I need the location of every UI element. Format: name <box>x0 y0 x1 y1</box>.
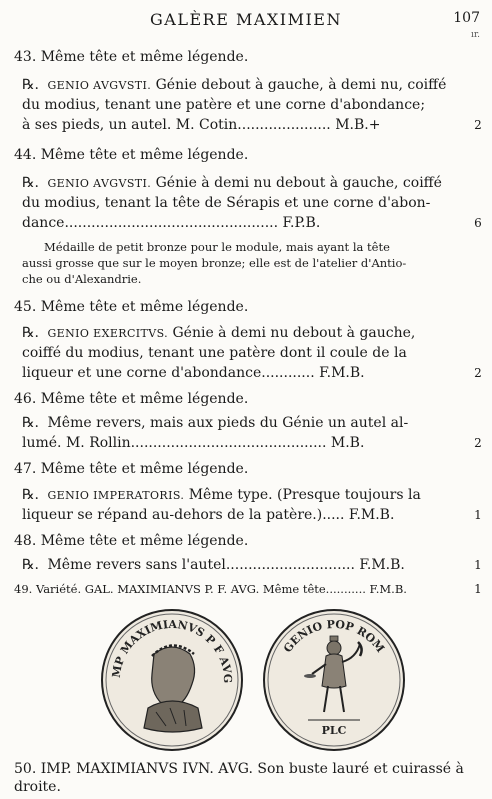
obverse-legend: MP MAXIMIANVS P F AVG <box>109 617 235 684</box>
entry-text: Génie à demi nu debout à gauche, coiffé <box>155 175 442 191</box>
entry-text: Génie à demi nu debout à gauche, <box>172 325 416 341</box>
running-header <box>0 8 492 40</box>
reverse-legend: GENIO AVGVSTI. <box>47 79 152 92</box>
reverse-legend-coin: GENIO POP ROM <box>281 617 387 656</box>
specimen-count: 2 <box>474 436 482 450</box>
entry-text: Même revers sans l'autel............................. F.M.B. <box>47 557 405 573</box>
entry-text: Génie debout à gauche, à demi nu, coiffé <box>155 77 447 93</box>
reverse-sign: ℞. <box>22 557 40 573</box>
specimen-count: 1 <box>474 582 482 596</box>
reverse-legend: GENIO IMPERATORIS. <box>47 489 185 502</box>
book-page: GALÈRE MAXIMIEN 107 ır. 43. Même tête et même légende. ℞. GENIO AVGVSTI. Génie debout à gauche, à demi nu, coiffé du modius, tenant une patère et une corne d'abondance; à ses pieds, un autel. M. Cotin..................... M.B.+ 2 44. Même tête et même légende. ℞. GENIO AVGVSTI. Génie à demi nu debout à gauche, coiffé du modius, tenant la tête de Sérapis et une corne d'abon- dance................................................ F.P.B. 6 Médaille de petit bronze pour le module, mais ayant la tête aussi grosse que sur le moyen bronze; elle est de l'atelier d'Antio- che ou d'Alexandrie. 45. Même tête et même légende. ℞. GENIO EXERCITVS. Génie à demi nu debout à gauche, coiffé du modius, tenant une patère dont il coule de la liqueur et une corne d'abondance............ F.M.B. 2 46. Même tête et même légende. ℞. Même revers, mais aux pieds du Génie un autel al- lumé. M. Rollin............................................ M.B. 2 47. Même tête et même légende. ℞. GENIO IMPERATORIS. Même type. (Presque toujours la liqueur se répand au-dehors de la patère.)..... F.M.B. 1 48. Même tête et même légende. ℞. Même revers sans l'autel............................. F.M.B. 1 49. Variété. GAL. MAXIMIANVS P. F. AVG. Même tête........... F.M.B. 1 MP MAXIMIANVS P F AVG GENIO POP ROM PLC 50. IMP. MAXIMIANVS IVN. AVG. Son buste lauré et cuirassé à droite. <box>0 0 492 799</box>
entry-text: Même type. (Presque toujours la <box>188 487 421 503</box>
reverse-sign: ℞. <box>22 77 40 93</box>
reverse-sign: ℞. <box>22 487 40 503</box>
coin-obverse <box>96 604 242 750</box>
coin-illustration <box>96 604 406 754</box>
specimen-count: 2 <box>474 366 482 380</box>
page-title: GALÈRE MAXIMIEN <box>150 10 342 29</box>
reverse-sign: ℞. <box>22 175 40 191</box>
reverse-legend: GENIO AVGVSTI. <box>47 177 152 190</box>
specimen-count: 2 <box>474 118 482 132</box>
reverse-legend: GENIO EXERCITVS. <box>47 327 169 340</box>
entry-text: Même revers, mais aux pieds du Génie un autel al- <box>47 415 409 431</box>
corner-mark: ır. <box>470 30 480 40</box>
specimen-count: 6 <box>474 216 482 230</box>
reverse-sign: ℞. <box>22 325 40 341</box>
specimen-count: 1 <box>474 508 482 522</box>
reverse-exergue: PLC <box>321 724 347 737</box>
coin-reverse <box>264 610 404 750</box>
reverse-sign: ℞. <box>22 415 40 431</box>
page-number: 107 <box>453 10 480 26</box>
specimen-count: 1 <box>474 558 482 572</box>
